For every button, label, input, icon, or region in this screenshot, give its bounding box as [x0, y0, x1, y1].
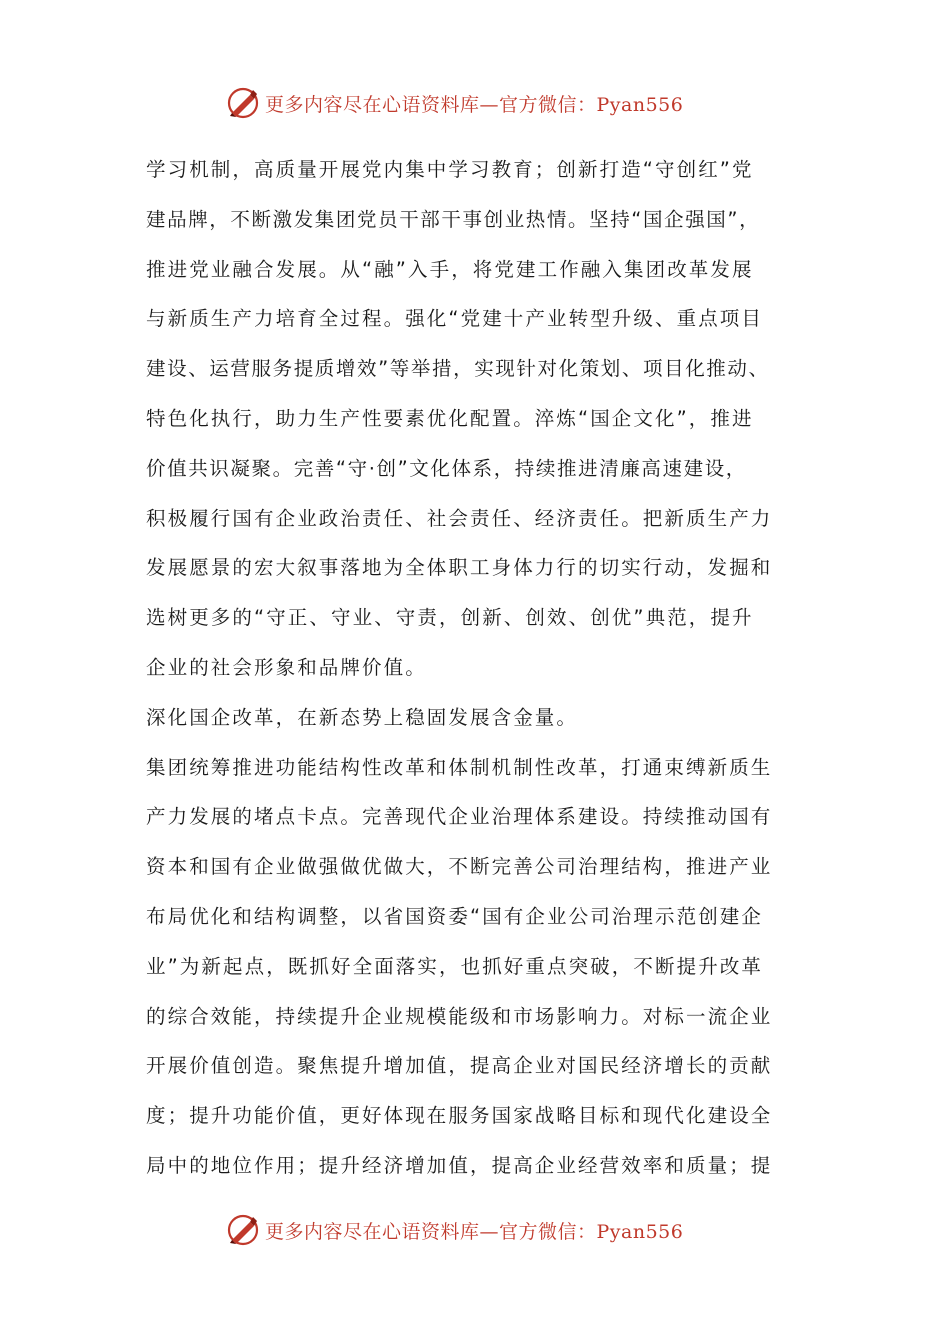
body-line: 产力发展的堵点卡点。完善现代企业治理体系建设。持续推动国有 — [146, 805, 773, 829]
body-line: 建品牌，不断激发集团党员干部干事创业热情。坚持“国企强国”， — [146, 207, 761, 231]
body-line: 企业的社会形象和品牌价值。 — [146, 655, 427, 679]
body-line: 特色化执行，助力生产性要素优化配置。淬炼“国企文化”，推进 — [146, 406, 754, 430]
body-line: 开展价值创造。聚焦提升增加值，提高企业对国民经济增长的贡献 — [146, 1054, 773, 1078]
body-line: 集团统筹推进功能结构性改革和体制机制性改革，打通束缚新质生 — [146, 755, 773, 779]
body-line: 选树更多的“守正、守业、守责，创新、创效、创优”典范，提升 — [146, 606, 754, 630]
body-line: 建设、运营服务提质增效”等举措，实现针对化策划、项目化推动、 — [146, 357, 770, 381]
body-line: 推进党业融合发展。从“融”入手，将党建工作融入集团改革发展 — [146, 257, 754, 281]
body-line: 价值共识凝聚。完善“守·创”文化体系，持续推进清廉高速建设， — [146, 456, 747, 480]
body-line: 布局优化和结构调整，以省国资委“国有企业公司治理示范创建企 — [146, 904, 764, 928]
body-line: 学习机制，高质量开展党内集中学习教育；创新打造“守创红”党 — [146, 158, 754, 181]
document-body — [146, 145, 826, 1191]
footer-banner-text: 更多内容尽在心语资料库—官方微信：Pyan556 — [265, 1220, 684, 1243]
body-line: 资本和国有企业做强做优做大，不断完善公司治理结构，推进产业 — [146, 855, 773, 879]
pen-logo-icon — [226, 86, 260, 120]
header-banner — [226, 85, 683, 121]
body-line: 局中的地位作用；提升经济增加值，提高企业经营效率和质量；提 — [146, 1153, 773, 1177]
body-line: 与新质生产力培育全过程。强化“党建十产业转型升级、重点项目 — [146, 307, 764, 331]
body-line: 度；提升功能价值，更好体现在服务国家战略目标和现代化建设全 — [146, 1104, 773, 1128]
body-line: 发展愿景的宏大叙事落地为全体职工身体力行的切实行动，发掘和 — [146, 556, 773, 580]
footer-banner — [226, 1212, 683, 1248]
header-banner-text: 更多内容尽在心语资料库—官方微信：Pyan556 — [265, 93, 684, 116]
section-heading: 深化国企改革，在新态势上稳固发展含金量。 — [146, 705, 579, 729]
pen-logo-icon — [226, 1213, 260, 1247]
body-line: 业”为新起点，既抓好全面落实，也抓好重点突破，不断提升改革 — [146, 954, 764, 978]
body-line: 积极履行国有企业政治责任、社会责任、经济责任。把新质生产力 — [146, 506, 773, 530]
body-line: 的综合效能，持续提升企业规模能级和市场影响力。对标一流企业 — [146, 1004, 773, 1028]
